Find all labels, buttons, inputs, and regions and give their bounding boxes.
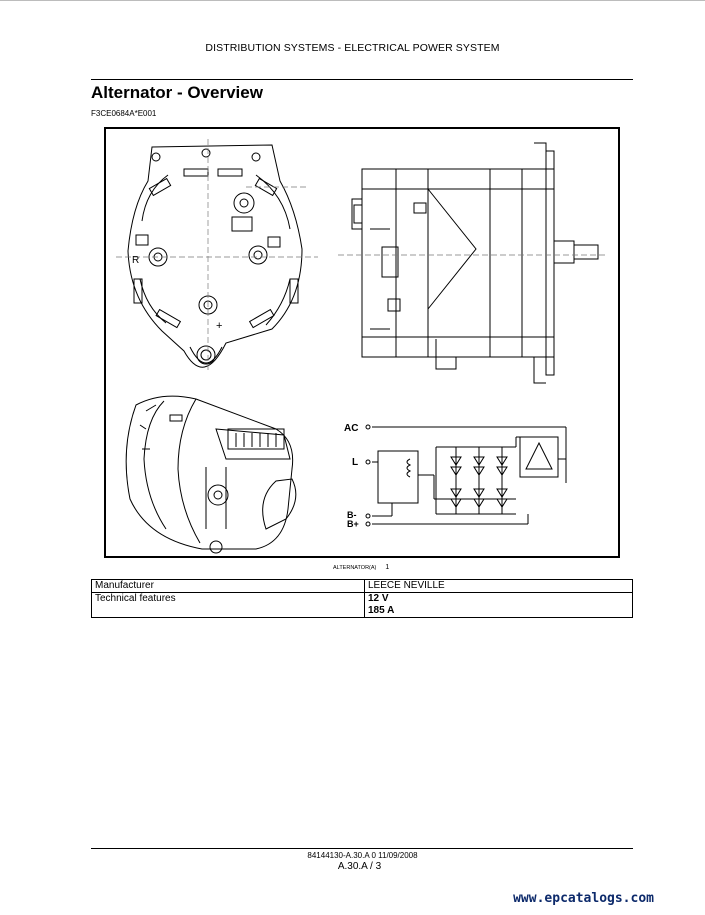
label-b-minus: B- [347,510,357,520]
figure-caption [333,564,389,571]
watermark-link[interactable]: www.epcatalogs.com [513,891,654,906]
label-l: L [352,457,359,468]
section-header: DISTRIBUTION SYSTEMS - ELECTRICAL POWER SYSTEM [205,42,500,54]
spec-value-current: 185 A [368,605,395,616]
spec-value [365,593,633,618]
page-title: Alternator - Overview [91,83,263,102]
alternator-drawing [106,129,622,560]
footer-reference: 84144130-A.30.A 0 11/09/2008 [307,851,418,860]
label-b-plus: B+ [347,519,359,529]
document-id: F3CE0684A*E001 [91,109,157,118]
spec-value: LEECE NEVILLE [365,580,633,593]
label-ac: AC [344,423,359,434]
alternator-figure [104,127,620,558]
footer-rule [91,848,633,849]
spec-value-voltage: 12 V [368,593,389,604]
caption-label: ALTERNATOR(A) [333,565,377,571]
table-row [92,580,633,593]
label-r: R [132,255,140,266]
title-rule [91,79,633,80]
spec-table [91,579,633,618]
top-border-line [0,0,705,1]
side-view [352,143,598,383]
page-number: A.30.A / 3 [337,861,382,872]
spec-label: Technical features [92,593,365,618]
table-row [92,593,633,618]
caption-number: 1 [385,564,390,571]
wiring-schematic [372,427,566,524]
front-view [128,145,302,367]
isometric-view [126,396,296,553]
label-plus: + [216,320,223,332]
spec-label: Manufacturer [92,580,365,593]
